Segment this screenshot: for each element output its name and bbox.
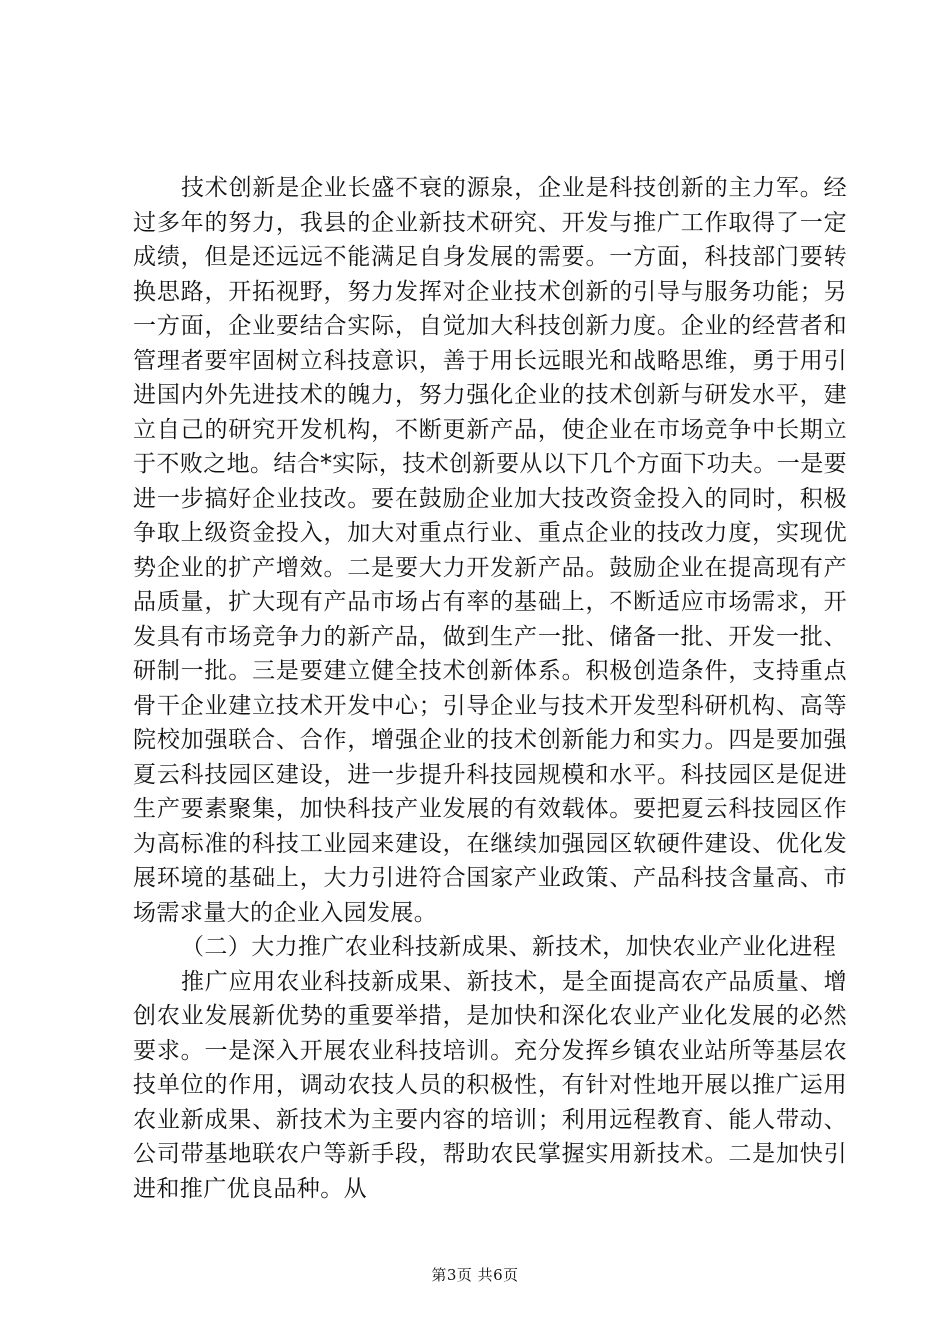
body-paragraph: 技术创新是企业长盛不衰的源泉，企业是科技创新的主力军。经过多年的努力，我县的企业新技术研究、开发与推广工作取得了一定成绩，但是还远远不能满足自身发展的需要。一方面，科技部门要转换思路，开拓视野，努力发挥对企业技术创新的引导与服务功能；另一方面，企业要结合实际，自觉加大科技创新力度。企业的经营者和管理者要牢固树立科技意识，善于用长远眼光和战略思维，勇于用引进国内外先进技术的魄力，努力强化企业的技术创新与研发水平，建立自己的研究开发机构，不断更新产品，使企业在市场竞争中长期立于不败之地。结合*实际，技术创新要从以下几个方面下功夫。一是要进一步搞好企业技改。要在鼓励企业加大技改资金投入的同时，积极争取上级资金投入，加大对重点行业、重点企业的技改力度，实现优势企业的扩产增效。二是要大力开发新产品。鼓励企业在提高现有产品质量，扩大现有产品市场占有率的基础上，不断适应市场需求，开发具有市场竞争力的新产品，做到生产一批、储备一批、开发一批、研制一批。三是要建立健全技术创新体系。积极创造条件，支持重点骨干企业建立技术开发中心；引导企业与技术开发型科研机构、高等院校加强联合、合作，增强企业的技术创新能力和实力。四是要加强夏云科技园区建设，进一步提升科技园规模和水平。科技园区是促进生产要素聚集，加快科技产业发展的有效载体。要把夏云科技园区作为高标准的科技工业园来建设，在继续加强园区软硬件建设、优化发展环境的基础上，大力引进符合国家产业政策、产品科技含量高、市场需求量大的企业入园发展。	[133, 175, 847, 926]
section-heading: （二）大力推广农业科技新成果、新技术，加快农业产业化进程	[181, 934, 837, 960]
body-paragraph: 推广应用农业科技新成果、新技术，是全面提高农产品质量、增创农业发展新优势的重要举措，是加快和深化农业产业化发展的必然要求。一是深入开展农业科技培训。充分发挥乡镇农业站所等基层农技单位的作用，调动农技人员的积极性，有针对性地开展以推广运用农业新成果、新技术为主要内容的培训；利用远程教育、能人带动、公司带基地联农户等新手段，帮助农民掌握实用新技术。二是加快引进和推广优良品种。从	[133, 968, 847, 1202]
document-body	[133, 171, 847, 1206]
page-footer: 第3页 共6页	[431, 1266, 519, 1284]
